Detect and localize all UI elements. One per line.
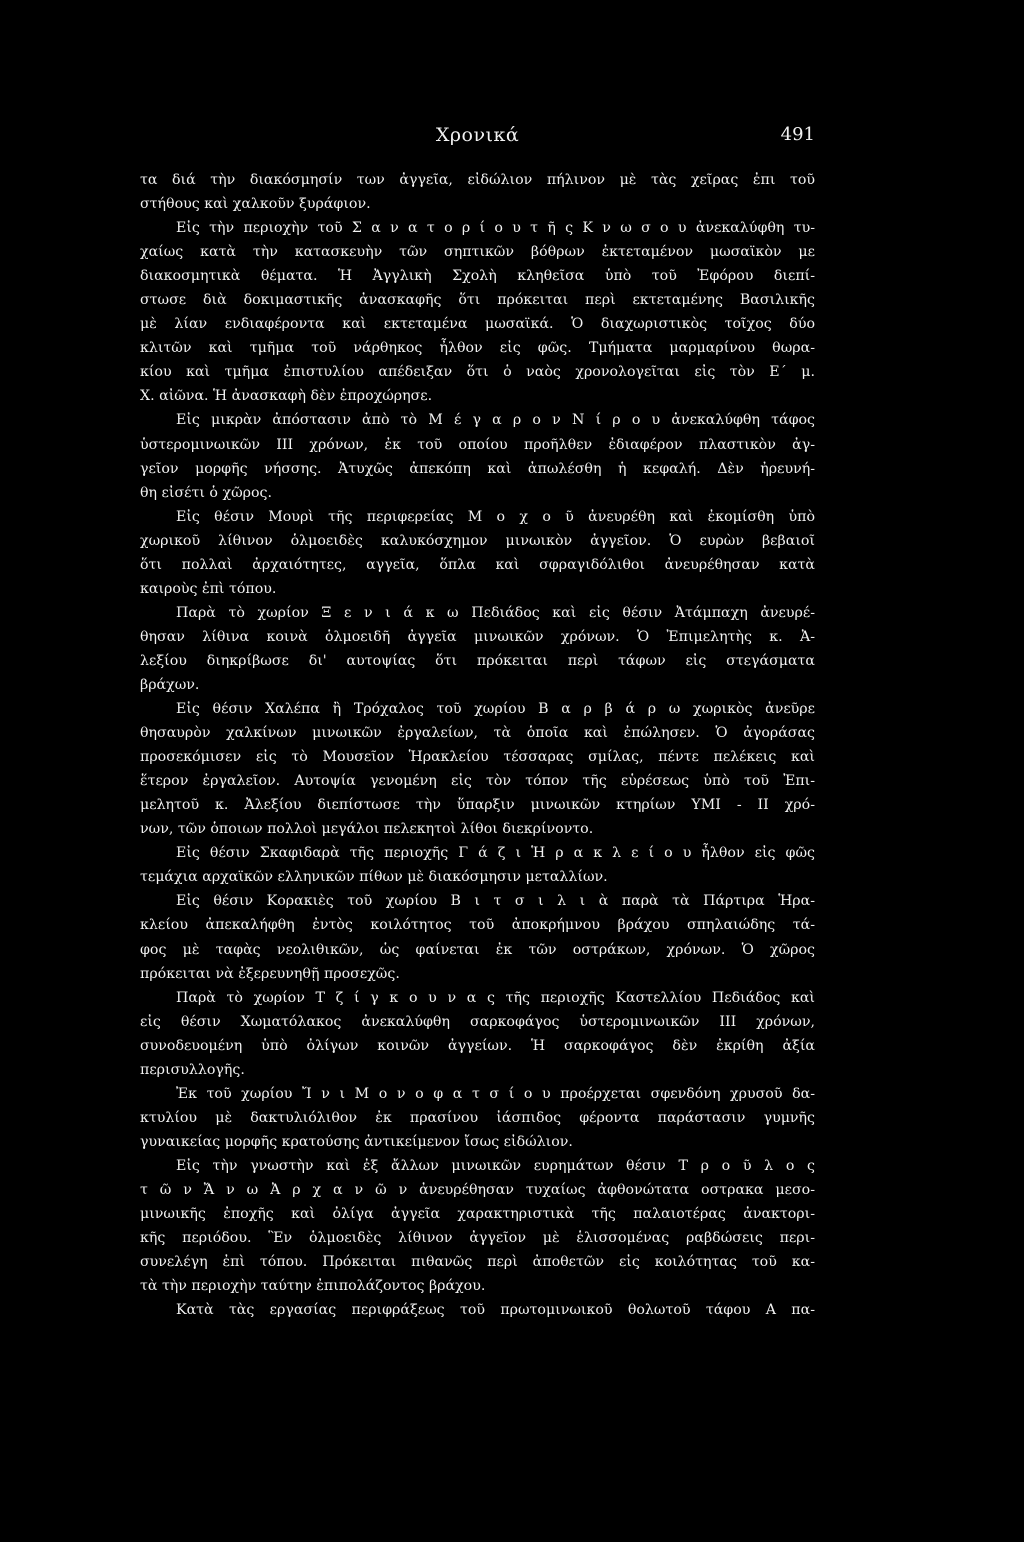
text-line: κλιτῶν καὶ τμῆμα τοῦ νάρθηκος ἦλθον εἰς φῶς. Τμήματα μαρμαρίνου θωρα- [140, 340, 815, 357]
text-line: τεμάχια αρχαϊκῶν ελληνικῶν πίθων μὲ διακόσμησιν μεταλλίων. [140, 869, 608, 886]
text-line: κῆς περιόδου. Ἓν ὁλμοειδὲς λίθινον ἀγγεῖον μὲ ἑλισσομένας ραβδώσεις περι- [140, 1230, 815, 1247]
text-line: προσεκόμισεν εἰς τὸ Μουσεῖον Ἡρακλείου τέσσαρας σμίλας, πέντε πελέκεις καὶ [140, 749, 815, 766]
text-line: γυναικείας μορφῆς κρατούσης ἀντικείμενον ἴσως εἰδώλιον. [140, 1133, 573, 1150]
text-line: Εἰς τὴν περιοχὴν τοῦ Σ α ν α τ ο ρ ί ο υ τ ῆ ς Κ ν ω σ ο υ ἀνεκαλύφθη τυ- [176, 220, 815, 237]
text-line: Χ. αἰῶνα. Ἡ ἀνασκαφὴ δὲν ἐπροχώρησε. [140, 388, 433, 405]
page-header [140, 124, 815, 154]
text-line: λεξίου διηκρίβωσε δι' αυτοψίας ὅτι πρόκειται περὶ τάφων εἰς στεγάσματα [140, 652, 815, 669]
text-line: περισυλλογῆς. [140, 1061, 245, 1078]
text-line: κλείου ἀπεκαλήφθη ἐντὸς κοιλότητος τοῦ ἀποκρήμνου βράχου σπηλαιώδης τά- [140, 917, 815, 934]
text-line: κτυλίου μὲ δακτυλιόλιθον ἐκ πρασίνου ἰάσπιδος φέροντα παράστασιν γυμνῆς [140, 1109, 815, 1126]
text-line: τ ῶ ν Ἄ ν ω Ἀ ρ χ α ν ῶ ν ἀνευρέθησαν τυχαίως ἀφθονώτατα οστρακα μεσο- [140, 1181, 815, 1198]
text-line: γεῖον μορφῆς νήσσης. Ἀτυχῶς ἀπεκόπη καὶ ἀπωλέσθη ἡ κεφαλή. Δὲν ἠρευνή- [140, 460, 815, 477]
text-line: Ἐκ τοῦ χωρίου Ἴ ν ι Μ ο ν ο φ α τ σ ί ο υ προέρχεται σφενδόνη χρυσοῦ δα- [176, 1085, 815, 1102]
text-line: ἕτερον ἐργαλεῖον. Αυτοψία γενομένη εἰς τὸν τόπον τῆς εὑρέσεως ὑπὸ τοῦ Ἐπι- [140, 773, 815, 790]
text-line: κίου καὶ τμῆμα ἐπιστυλίου απέδειξαν ὅτι ὁ ναὸς χρονολογεῖται εἰς τὸν Ε΄ μ. [140, 364, 815, 381]
text-line: καιροὺς ἐπὶ τόπου. [140, 580, 277, 597]
text-line: Εἰς μικρὰν ἀπόστασιν ἀπὸ τὸ Μ έ γ α ρ ο ν Ν ί ρ ο υ ἀνεκαλύφθη τάφος [176, 412, 815, 429]
text-line: στωσε διὰ δοκιμαστικῆς ἀνασκαφῆς ὅτι πρόκειται περὶ εκτεταμένης Βασιλικῆς [140, 292, 815, 309]
text-line: Εἰς τὴν γνωστὴν καὶ ἐξ ἄλλων μινωικῶν ευρημάτων θέσιν Τ ρ ο ῦ λ ο ς [176, 1157, 815, 1174]
text-line: συνοδευομένη ὑπὸ ὀλίγων κοινῶν ἀγγείων. Ἡ σαρκοφάγος δὲν ἐκρίθη ἀξία [140, 1037, 815, 1054]
text-line: εἰς θέσιν Χωματόλακος ἀνεκαλύφθη σαρκοφάγος ὑστερομινωικῶν ΙΙΙ χρόνων, [140, 1013, 815, 1030]
page-number: 491 [780, 124, 815, 145]
text-line: τα διά τὴν διακόσμησίν των ἀγγεῖα, εἰδώλιον πήλινον μὲ τὰς χεῖρας ἐπι τοῦ [140, 172, 815, 188]
text-line: συνελέγη ἐπὶ τόπου. Πρόκειται πιθανῶς περὶ ἀποθετῶν εἰς κοιλότητας τοῦ κα- [140, 1254, 815, 1271]
text-line: μινωικῆς ἐποχῆς καὶ ὀλίγα ἀγγεῖα χαρακτηριστικὰ τῆς παλαιοτέρας ἀνακτορι- [140, 1206, 815, 1223]
text-line: νων, τῶν ὁποιων πολλοὶ μεγάλοι πελεκητοὶ λίθοι διεκρίνοντο. [140, 821, 594, 838]
text-line: χαίως κατὰ τὴν κατασκευὴν τῶν σηπτικῶν βόθρων ἐκτεταμένον μωσαϊκὸν με [140, 244, 815, 261]
text-line: τὰ τὴν περιοχὴν ταύτην ἐπιπολάζοντος βράχου. [140, 1278, 486, 1295]
text-line: διακοσμητικὰ θέματα. Ἡ Ἀγγλικὴ Σχολὴ κληθεῖσα ὑπὸ τοῦ Ἐφόρου διεπί- [140, 268, 815, 285]
text-line: στήθους καὶ χαλκοῦν ξυράφιον. [140, 196, 371, 213]
text-line: θησαυρὸν χαλκίνων μινωικῶν ἐργαλείων, τὰ ὁποῖα καὶ ἐπώλησεν. Ὁ ἀγοράσας [140, 725, 815, 742]
text-line: Εἰς θέσιν Μουρὶ τῆς περιφερείας Μ ο χ ο ῦ ἀνευρέθη καὶ ἐκομίσθη ὑπὸ [176, 508, 815, 525]
body-text [140, 168, 815, 1322]
text-line: Εἰς θέσιν Σκαφιδαρὰ τῆς περιοχῆς Γ ά ζ ι Ἡ ρ α κ λ ε ί ο υ ἦλθον εἰς φῶς [176, 845, 815, 862]
text-line: φος μὲ ταφὰς νεολιθικῶν, ὡς φαίνεται ἐκ τῶν οστράκων, χρόνων. Ὁ χῶρος [140, 941, 815, 958]
text-line: ὅτι πολλαὶ ἀρχαιότητες, αγγεῖα, ὅπλα καὶ σφραγιδόλιθοι ἀνευρέθησαν κατὰ [140, 556, 815, 573]
running-title: Χρονικά [435, 124, 520, 146]
text-line: χωρικοῦ λίθινον ὁλμοειδὲς καλυκόσχημον μινωικὸν ἀγγεῖον. Ὁ ευρὼν βεβαιοῖ [140, 532, 815, 549]
text-line: πρόκειται νὰ ἐξερευνηθῇ προσεχῶς. [140, 965, 400, 982]
text-line: Εἰς θέσιν Χαλέπα ἢ Τρόχαλος τοῦ χωρίου Β α ρ β ά ρ ω χωρικὸς ἀνεῦρε [176, 701, 815, 718]
text-line: Κατὰ τὰς εργασίας περιφράξεως τοῦ πρωτομινωικοῦ θολωτοῦ τάφου Α πα- [176, 1302, 815, 1319]
text-line: Παρὰ τὸ χωρίον Τ ζ ί γ κ ο υ ν α ς τῆς περιοχῆς Καστελλίου Πεδιάδος καὶ [176, 989, 815, 1006]
text-line: ὑστερομινωικῶν ΙΙΙ χρόνων, ἐκ τοῦ οποίου προῆλθεν ἐδιαφέρον πλαστικὸν ἀγ- [140, 436, 815, 453]
text-line: Εἰς θέσιν Κορακιὲς τοῦ χωρίου Β ι τ σ ι λ ι ὰ παρὰ τὰ Πάρτιρα Ἡρα- [176, 893, 815, 910]
text-line: βράχων. [140, 676, 200, 693]
text-line: θησαν λίθινα κοινὰ ὁλμοειδῆ ἀγγεῖα μινωικῶν χρόνων. Ὁ Ἐπιμελητὴς κ. Ἀ- [140, 628, 815, 645]
text-line: θη εἰσέτι ὁ χῶρος. [140, 484, 272, 501]
text-line: μελητοῦ κ. Ἀλεξίου διεπίστωσε τὴν ὕπαρξιν μινωικῶν κτηρίων ΥΜΙ - ΙΙ χρό- [140, 797, 815, 814]
text-line: Παρὰ τὸ χωρίον Ξ ε ν ι ά κ ω Πεδιάδος καὶ εἰς θέσιν Ἀτάμπαχη ἀνευρέ- [176, 604, 815, 621]
text-line: μὲ λίαν ενδιαφέροντα καὶ εκτεταμένα μωσαϊκά. Ὁ διαχωριστικὸς τοῖχος δύο [140, 316, 815, 333]
